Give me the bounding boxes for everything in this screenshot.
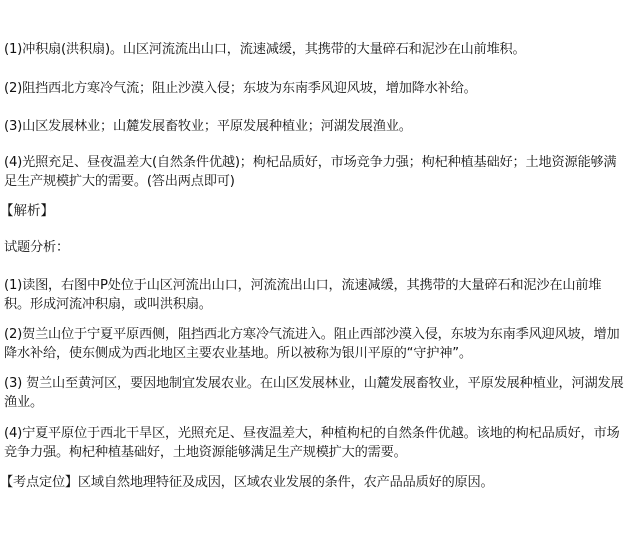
analysis-1: (1)读图，右图中P处位于山区河流出山口，河流流出山口，流速减缓，其携带的大量碎石和泥沙在山前堆积。形成河流冲积扇，或叫洪积扇。 xyxy=(4,278,602,312)
answer-1: (1)冲积扇(洪积扇)。山区河流流出山口，流速减缓，其携带的大量碎石和泥沙在山前堆积。 xyxy=(4,42,526,57)
answer-3: (3)山区发展林业；山麓发展畜牧业；平原发展种植业；河湖发展渔业。 xyxy=(4,119,412,134)
answer-4: (4)光照充足、昼夜温差大(自然条件优越)；枸杞品质好，市场竞争力强；枸杞种植基础好；土地资源能够满足生产规模扩大的需要。(答出两点即可) xyxy=(4,155,617,189)
analysis-intro: 试题分析： xyxy=(4,240,69,255)
analysis-heading: 【解析】 xyxy=(0,203,54,219)
kaodian-text: 【考点定位】区域自然地理特征及成因，区域农业发展的条件，农产品品质好的原因。 xyxy=(0,475,494,490)
analysis-2: (2)贺兰山位于宁夏平原西侧，阻挡西北方寒冷气流进入。阻止西部沙漠入侵，东坡为东南季风迎风坡，增加降水补给，使东侧成为西北地区主要农业基地。所以被称为银川平原的“守护神”。 xyxy=(4,327,620,361)
analysis-4: (4)宁夏平原位于西北干旱区，光照充足、昼夜温差大，种植枸杞的自然条件优越。该地的枸杞品质好，市场竞争力强。枸杞种植基础好，土地资源能够满足生产规模扩大的需要。 xyxy=(4,426,620,460)
analysis-3: (3) 贺兰山至黄河区，要因地制宜发展农业。在山区发展林业，山麓发展畜牧业，平原发展种植业，河湖发展渔业。 xyxy=(4,376,624,410)
answer-2: (2)阻挡西北方寒冷气流；阻止沙漠入侵；东坡为东南季风迎风坡，增加降水补给。 xyxy=(4,81,477,96)
